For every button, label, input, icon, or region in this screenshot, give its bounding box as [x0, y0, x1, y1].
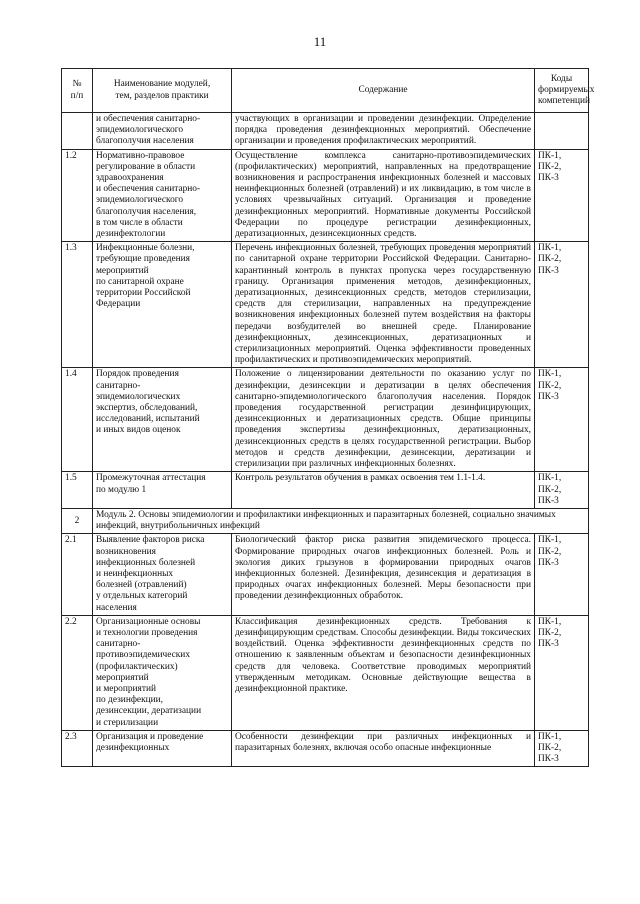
row-number: [62, 113, 93, 150]
row-number: 1.2: [62, 149, 93, 242]
topic-content: участвующих в организации и проведении дезинфекции. Определение порядка проведения дезинфекционных мероприятий. Обеспечение организации и проведения профилактических мероприятий.: [232, 113, 535, 150]
table-row: [62, 730, 589, 767]
competency-codes: ПК-1, ПК-2, ПК-3: [535, 242, 589, 368]
table-row: [62, 534, 589, 615]
header-codes: Коды формируемых компетенций: [535, 69, 589, 113]
competency-codes: ПК-1, ПК-2, ПК-3: [535, 368, 589, 472]
table-row: [62, 149, 589, 242]
header-name: Наименование модулей, тем, разделов практики: [93, 69, 232, 113]
topic-name: и обеспечения санитарно- эпидемиологического благополучия населения: [93, 113, 232, 150]
header-content: Содержание: [232, 69, 535, 113]
competency-codes: ПК-1, ПК-2, ПК-3: [535, 615, 589, 730]
module-row: [62, 508, 589, 533]
topic-name: Порядок проведения санитарно- эпидемиологических экспертиз, обследований, исследований, испытаний и иных видов оценок: [93, 368, 232, 472]
topic-name: Выявление факторов риска возникновения инфекционных болезней и неинфекционных болезней (отравлений) у отдельных категорий населения: [93, 534, 232, 615]
topic-name: Промежуточная аттестация по модулю 1: [93, 472, 232, 509]
table-row: [62, 615, 589, 730]
module-number: 2: [62, 508, 93, 533]
topic-name: Организация и проведение дезинфекционных: [93, 730, 232, 767]
competency-codes: [535, 113, 589, 150]
topic-name: Нормативно-правовое регулирование в области здравоохранения и обеспечения санитарно- эпидемиологического благополучия населения, в том числе в области дезинфектологии: [93, 149, 232, 242]
competency-codes: ПК-1, ПК-2, ПК-3: [535, 149, 589, 242]
row-number: 2.2: [62, 615, 93, 730]
table-row: [62, 113, 589, 150]
competency-codes: ПК-1, ПК-2, ПК-3: [535, 472, 589, 509]
row-number: 2.1: [62, 534, 93, 615]
table-row: [62, 368, 589, 472]
competency-codes: ПК-1, ПК-2, ПК-3: [535, 534, 589, 615]
topic-content: Перечень инфекционных болезней, требующих проведения мероприятий по санитарной охране территории Российской Федерации. Санитарно-карантинный контроль в пунктах пропуска через государственную границу. Организация применения методов, дезинфекционных, дератизационных, дезинсекционных средств, методов стерилизации, средств для стерилизации, направленных на предупреждение возникновения инфекционных болезней путем воздействия на факторы передачи возбудителей во внешней среде. Планирование дезинфекционных, дезинсекционных, дератизационных и стерилизационных мероприятий. Оценка эффективности проведенных профилактических и противоэпидемических мероприятий.: [232, 242, 535, 368]
topic-content: Биологический фактор риска развития эпидемического процесса. Формирование природных очагов инфекционных болезней. Роль и экология диких грызунов в формировании природных очагов инфекционных болезней. Дезинфекция, дезинсекция и дератизация в природных очагах инфекционных болезней. Меры безопасности при проведении дезинфекционных обработок.: [232, 534, 535, 615]
topic-content: Классификация дезинфекционных средств. Требования к дезинфицирующим средствам. Способы дезинфекции. Виды токсических воздействий. Оценка эффективности дезинфекционных средств по отношению к заявленным объектам и безопасности дезинфекционных средств для человека. Соответствие проводимых мероприятий утвержденным методикам. Основные действующие вещества в дезинфекционной практике.: [232, 615, 535, 730]
table-header-row: [62, 69, 589, 113]
topic-name: Организационные основы и технологии проведения санитарно- противоэпидемических (профилактических) мероприятий и мероприятий по дезинфекции, дезинсекции, дератизации и стерилизации: [93, 615, 232, 730]
module-title: Модуль 2. Основы эпидемиологии и профилактики инфекционных и паразитарных болезней, социально значимых инфекций, внутрибольничных инфекций: [93, 508, 589, 533]
row-number: 1.3: [62, 242, 93, 368]
table-row: [62, 472, 589, 509]
competency-codes: ПК-1, ПК-2, ПК-3: [535, 730, 589, 767]
header-num: № п/п: [62, 69, 93, 113]
page-number: 11: [313, 34, 327, 49]
row-number: 2.3: [62, 730, 93, 767]
topic-content: Положение о лицензировании деятельности по оказанию услуг по дезинфекции, дезинсекции и дератизации в целях обеспечения санитарно-эпидемиологического благополучия населения. Порядок проведения государственной регистрации дезинфицирующих, дезинсекционных и дератизационных средств. Общие принципы проведения экспертизы дезинфекционных, дератизационных, дезинсекционных средств в целях государственной регистрации. Выбор методов и средств дезинфекции, дезинсекции, дератизации и стерилизации при различных инфекционных болезнях.: [232, 368, 535, 472]
topic-name: Инфекционные болезни, требующие проведения мероприятий по санитарной охране территории Российской Федерации: [93, 242, 232, 368]
row-number: 1.5: [62, 472, 93, 509]
row-number: 1.4: [62, 368, 93, 472]
topic-content: Особенности дезинфекции при различных инфекционных и паразитарных болезнях, включая особо опасные инфекционные: [232, 730, 535, 767]
table-row: [62, 242, 589, 368]
topic-content: Контроль результатов обучения в рамках освоения тем 1.1-1.4.: [232, 472, 535, 509]
topic-content: Осуществление комплекса санитарно-противоэпидемических (профилактических) мероприятий, направленных на предотвращение возникновения и распространения инфекционных болезней и массовых неинфекционных болезней (отравлений) и их ликвидацию, в том числе в условиях чрезвычайных ситуаций. Организация и проведение дезинфекционных мероприятий. Нормативные документы Российской Федерации по процедуре регистрации дезинфекционных, дератизационных, дезинсекционных средств.: [232, 149, 535, 242]
curriculum-table: [61, 68, 595, 767]
